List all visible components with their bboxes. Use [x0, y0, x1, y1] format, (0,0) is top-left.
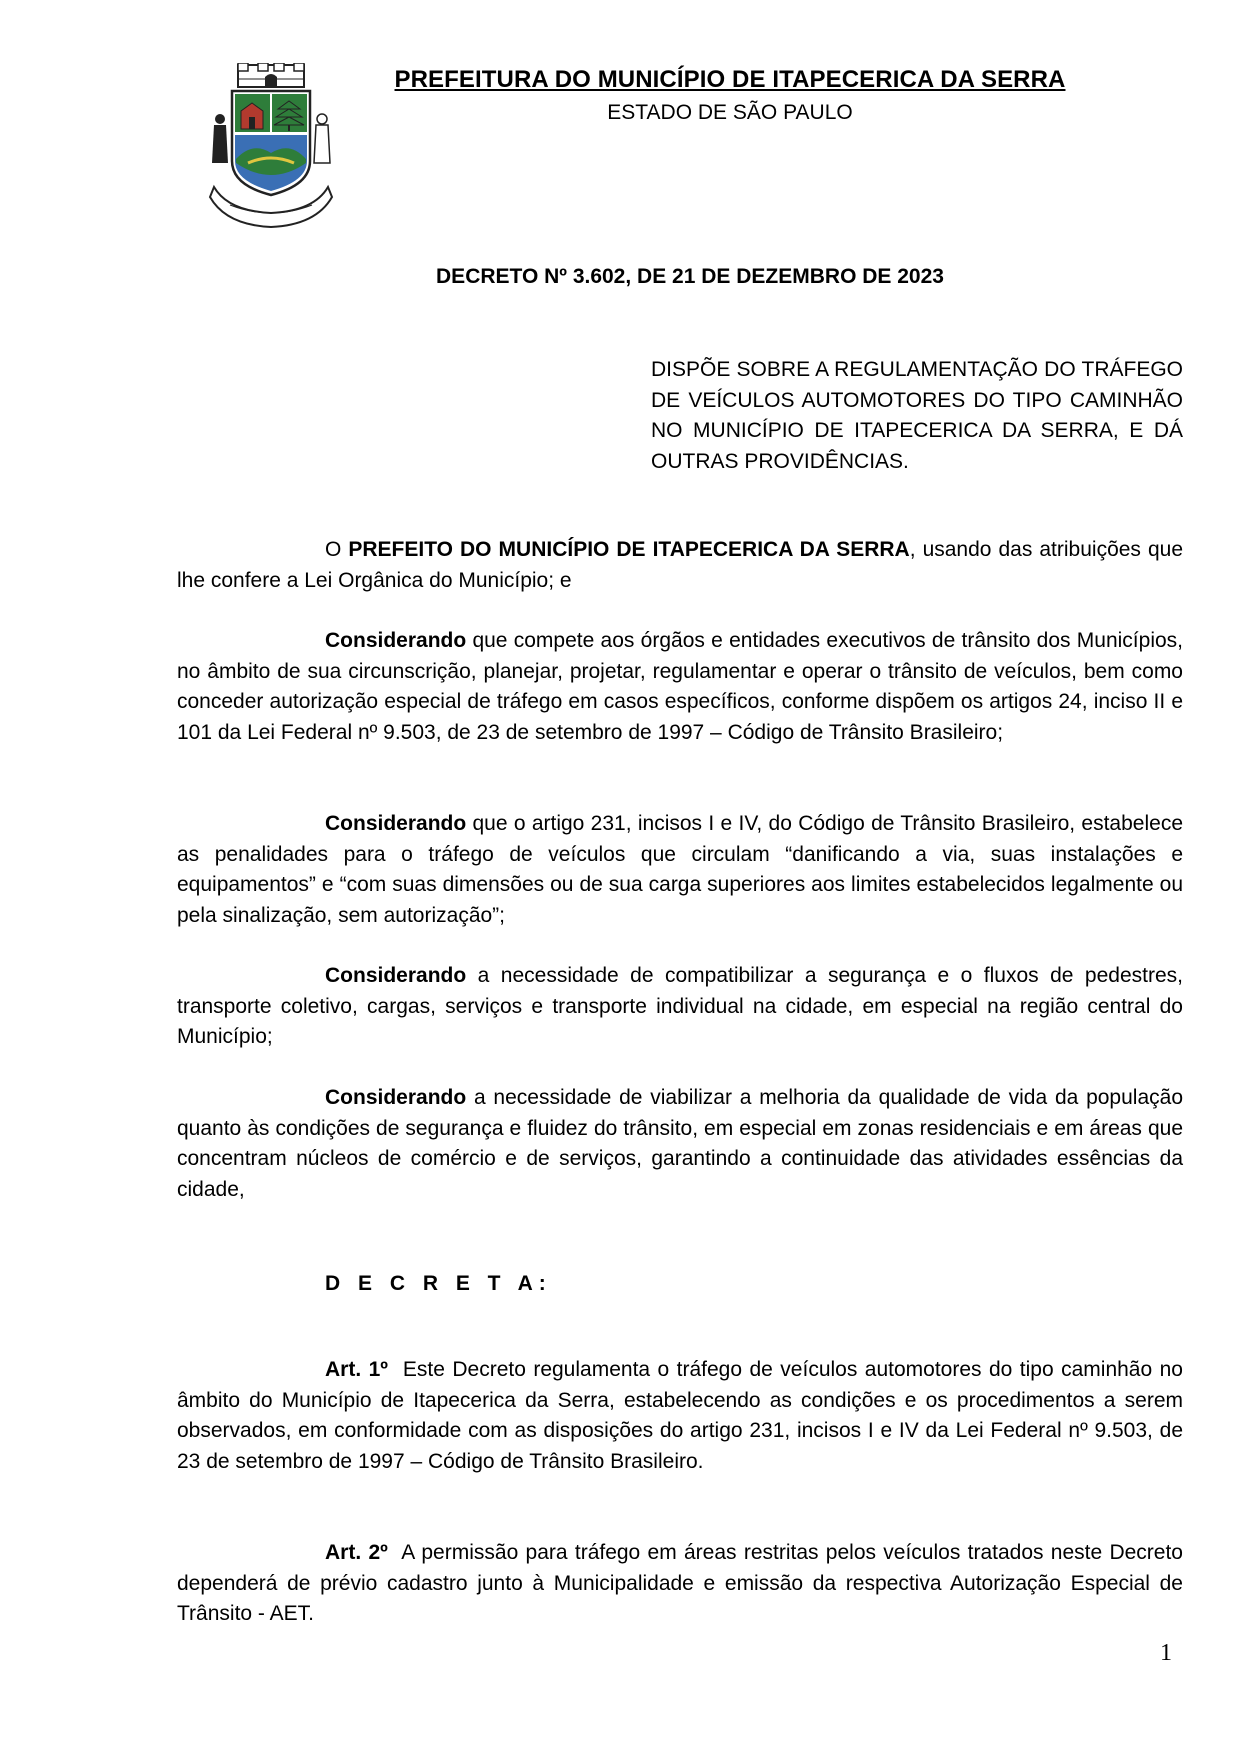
- municipal-coat-of-arms-icon: [208, 63, 334, 233]
- considerando-keyword: Considerando: [325, 812, 467, 835]
- preamble-bold: PREFEITO DO MUNICÍPIO DE ITAPECERICA DA SERRA: [348, 538, 910, 561]
- decree-title: DECRETO Nº 3.602, DE 21 DE DEZEMBRO DE 2023: [436, 265, 944, 288]
- considerando-text: a necessidade de viabilizar a melhoria da qualidade de vida da população quanto às condições de segurança e fluidez do trânsito, em especial em zonas residenciais e em áreas que concentram núcleos de comércio e de serviços, garantindo a continuidade das atividades essências da cidade,: [177, 1086, 1183, 1201]
- article-1: [177, 1355, 1189, 1477]
- article-label: Art. 1º: [325, 1358, 388, 1381]
- considerando-text: a necessidade de compatibilizar a segurança e o fluxos de pedestres, transporte coletivo, cargas, serviços e transporte individual na cidade, em especial na região central do Município;: [177, 964, 1183, 1049]
- article-2: [177, 1538, 1189, 1630]
- preamble-paragraph: [177, 535, 1183, 596]
- decreta-heading: D E C R E T A:: [325, 1272, 552, 1295]
- considerando-keyword: Considerando: [325, 629, 467, 652]
- considerando-paragraph-1: [177, 626, 1183, 748]
- considerando-paragraph-3: [177, 961, 1183, 1053]
- article-label: Art. 2º: [325, 1541, 388, 1564]
- state-subtitle: ESTADO DE SÃO PAULO: [607, 101, 853, 124]
- article-text: A permissão para tráfego em áreas restritas pelos veículos tratados neste Decreto dependerá de prévio cadastro junto à Municipalidade e emissão da respectiva Autorização Especial de Trânsito - AET.: [177, 1541, 1189, 1626]
- page-number: 1: [1160, 1640, 1172, 1666]
- decree-ementa: DISPÕE SOBRE A REGULAMENTAÇÃO DO TRÁFEGO DE VEÍCULOS AUTOMOTORES DO TIPO CAMINHÃO NO MUNICÍPIO DE ITAPECERICA DA SERRA, E DÁ OUTRAS PROVIDÊNCIAS.: [651, 358, 1183, 473]
- considerando-keyword: Considerando: [325, 1086, 467, 1109]
- municipality-title: PREFEITURA DO MUNICÍPIO DE ITAPECERICA DA SERRA: [394, 66, 1066, 93]
- considerando-keyword: Considerando: [325, 964, 467, 987]
- preamble-text: , usando das atribuições que lhe confere a Lei Orgânica do Município; e: [177, 538, 1183, 592]
- article-text: Este Decreto regulamenta o tráfego de veículos automotores do tipo caminhão no âmbito do Município de Itapecerica da Serra, estabelecendo as condições e os procedimentos a serem observados, em conformidade com as disposições do artigo 231, incisos I e IV da Lei Federal nº 9.503, de 23 de setembro de 1997 – Código de Trânsito Brasileiro.: [177, 1358, 1189, 1473]
- considerando-text: que compete aos órgãos e entidades executivos de trânsito dos Municípios, no âmbito de sua circunscrição, planejar, projetar, regulamentar e operar o trânsito de veículos, bem como conceder autorização especial de tráfego em casos específicos, conforme dispõem os artigos 24, inciso II e 101 da Lei Federal nº 9.503, de 23 de setembro de 1997 – Código de Trânsito Brasileiro;: [177, 629, 1183, 744]
- considerando-paragraph-4: [177, 1083, 1183, 1205]
- considerando-text: que o artigo 231, incisos I e IV, do Código de Trânsito Brasileiro, estabelece as penalidades para o tráfego de veículos que circulam “danificando a via, suas instalações e equipamentos” e “com suas dimensões ou de sua carga superiores aos limites estabelecidos legalmente ou pela sinalização, sem autorização”;: [177, 812, 1183, 927]
- considerando-paragraph-2: [177, 809, 1183, 931]
- preamble-lead: O: [325, 538, 349, 561]
